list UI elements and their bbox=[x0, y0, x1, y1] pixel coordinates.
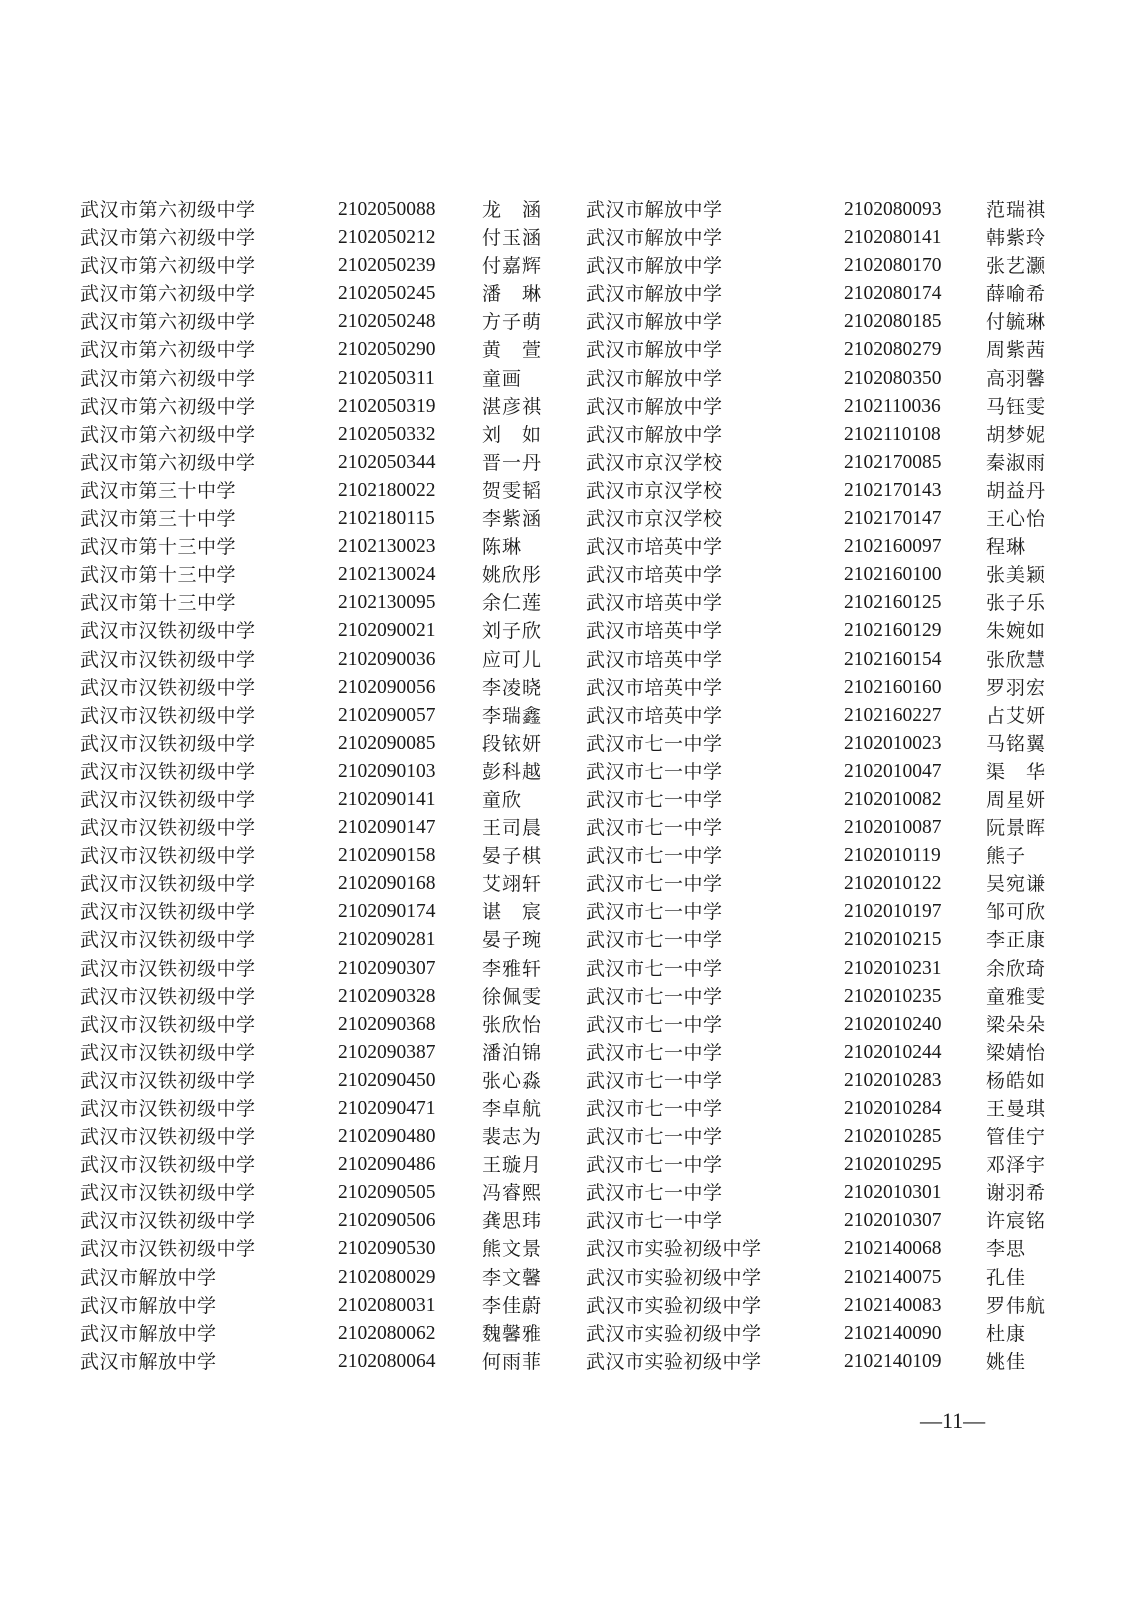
student-name-right: 高羽馨 bbox=[986, 367, 1047, 390]
school-name-left: 武汉市汉铁初级中学 bbox=[80, 817, 256, 840]
student-id-left: 2102090168 bbox=[338, 873, 436, 895]
table-row bbox=[80, 842, 1060, 870]
table-row bbox=[80, 646, 1060, 674]
school-name-left: 武汉市第六初级中学 bbox=[80, 423, 256, 446]
student-name-right: 范瑞祺 bbox=[986, 199, 1047, 221]
student-id-right: 2102010307 bbox=[844, 1210, 942, 1232]
student-id-right: 2102160097 bbox=[844, 536, 942, 558]
student-name-left: 潘 琳 bbox=[482, 283, 543, 306]
student-name-left: 晏子琬 bbox=[482, 929, 543, 952]
student-name-right: 秦淑雨 bbox=[986, 451, 1047, 474]
student-id-right: 2102010197 bbox=[844, 901, 942, 923]
student-id-left: 2102050245 bbox=[338, 283, 436, 305]
school-name-right: 武汉市七一中学 bbox=[586, 1154, 723, 1177]
student-id-left: 2102050344 bbox=[338, 451, 436, 473]
school-name-left: 武汉市汉铁初级中学 bbox=[80, 1182, 256, 1205]
student-name-right: 熊子 bbox=[986, 845, 1027, 868]
student-name-left: 晏子棋 bbox=[482, 845, 543, 868]
school-name-right: 武汉市培英中学 bbox=[586, 564, 723, 587]
student-id-right: 2102140109 bbox=[844, 1350, 942, 1372]
student-name-left: 徐佩雯 bbox=[482, 985, 543, 1008]
school-name-right: 武汉市培英中学 bbox=[586, 620, 723, 643]
student-id-right: 2102080141 bbox=[844, 227, 942, 249]
table-row bbox=[80, 674, 1060, 702]
student-id-left: 2102090021 bbox=[338, 620, 436, 642]
student-id-left: 2102180115 bbox=[338, 508, 435, 530]
school-name-left: 武汉市第六初级中学 bbox=[80, 451, 256, 474]
table-row bbox=[80, 702, 1060, 730]
school-name-right: 武汉市七一中学 bbox=[586, 985, 723, 1008]
student-name-right: 张欣慧 bbox=[986, 648, 1047, 671]
student-id-right: 2102170143 bbox=[844, 479, 942, 501]
table-row bbox=[80, 1264, 1060, 1292]
student-name-left: 龙 涵 bbox=[482, 199, 543, 221]
student-name-left: 湛彦祺 bbox=[482, 395, 543, 418]
table-row bbox=[80, 983, 1060, 1011]
student-name-right: 罗伟航 bbox=[986, 1294, 1047, 1317]
student-id-left: 2102090505 bbox=[338, 1182, 436, 1204]
school-name-left: 武汉市解放中学 bbox=[80, 1294, 217, 1317]
school-name-right: 武汉市京汉学校 bbox=[586, 451, 723, 474]
school-name-left: 武汉市汉铁初级中学 bbox=[80, 788, 256, 811]
student-id-right: 2102010283 bbox=[844, 1069, 942, 1091]
student-name-left: 潘泊锦 bbox=[482, 1041, 543, 1064]
table-row bbox=[80, 1067, 1060, 1095]
student-id-right: 2102010087 bbox=[844, 817, 942, 839]
student-name-left: 付嘉辉 bbox=[482, 255, 543, 278]
student-id-left: 2102090307 bbox=[338, 957, 436, 979]
student-name-left: 黄 萱 bbox=[482, 339, 543, 362]
student-name-left: 李紫涵 bbox=[482, 508, 543, 531]
student-name-right: 邹可欣 bbox=[986, 901, 1047, 924]
student-name-right: 管佳宁 bbox=[986, 1126, 1047, 1149]
school-name-right: 武汉市解放中学 bbox=[586, 395, 723, 418]
student-name-left: 裴志为 bbox=[482, 1126, 543, 1149]
student-id-right: 2102080170 bbox=[844, 255, 942, 277]
school-name-right: 武汉市七一中学 bbox=[586, 1126, 723, 1149]
student-name-right: 韩紫玲 bbox=[986, 227, 1047, 250]
school-name-left: 武汉市汉铁初级中学 bbox=[80, 676, 256, 699]
student-name-right: 付毓琳 bbox=[986, 311, 1047, 334]
student-name-left: 刘子欣 bbox=[482, 620, 543, 643]
student-name-right: 胡益丹 bbox=[986, 479, 1047, 502]
table-row bbox=[80, 308, 1060, 336]
student-id-left: 2102050332 bbox=[338, 423, 436, 445]
student-id-right: 2102080185 bbox=[844, 311, 942, 333]
school-name-right: 武汉市培英中学 bbox=[586, 676, 723, 699]
student-name-right: 童雅雯 bbox=[986, 985, 1047, 1008]
student-id-right: 2102010047 bbox=[844, 760, 942, 782]
school-name-left: 武汉市汉铁初级中学 bbox=[80, 760, 256, 783]
school-name-left: 武汉市汉铁初级中学 bbox=[80, 1210, 256, 1233]
school-name-left: 武汉市汉铁初级中学 bbox=[80, 620, 256, 643]
student-name-left: 龚思玮 bbox=[482, 1210, 543, 1233]
school-name-left: 武汉市第六初级中学 bbox=[80, 339, 256, 362]
student-id-left: 2102050212 bbox=[338, 227, 436, 249]
student-id-right: 2102010215 bbox=[844, 929, 942, 951]
student-id-left: 2102050088 bbox=[338, 199, 436, 220]
student-name-right: 孔佳 bbox=[986, 1266, 1027, 1289]
school-name-right: 武汉市京汉学校 bbox=[586, 479, 723, 502]
school-name-right: 武汉市七一中学 bbox=[586, 929, 723, 952]
table-row bbox=[80, 224, 1060, 252]
student-name-left: 晋一丹 bbox=[482, 451, 543, 474]
table-row bbox=[80, 1123, 1060, 1151]
school-name-right: 武汉市解放中学 bbox=[586, 339, 723, 362]
student-name-left: 李雅轩 bbox=[482, 957, 543, 980]
student-name-right: 张子乐 bbox=[986, 592, 1047, 615]
school-name-right: 武汉市七一中学 bbox=[586, 1069, 723, 1092]
table-row bbox=[80, 1207, 1060, 1235]
student-name-right: 周星妍 bbox=[986, 788, 1047, 811]
school-name-left: 武汉市汉铁初级中学 bbox=[80, 732, 256, 755]
student-id-left: 2102080062 bbox=[338, 1322, 436, 1344]
student-name-left: 余仁莲 bbox=[482, 592, 543, 615]
student-id-right: 2102080093 bbox=[844, 199, 942, 220]
table-row bbox=[80, 1039, 1060, 1067]
school-name-left: 武汉市汉铁初级中学 bbox=[80, 901, 256, 924]
table-row bbox=[80, 421, 1060, 449]
student-id-right: 2102010244 bbox=[844, 1041, 942, 1063]
student-id-right: 2102010240 bbox=[844, 1013, 942, 1035]
student-name-left: 付玉涵 bbox=[482, 227, 543, 250]
table-row bbox=[80, 365, 1060, 393]
student-name-right: 张艺灏 bbox=[986, 255, 1047, 278]
table-row bbox=[80, 252, 1060, 280]
student-name-right: 余欣琦 bbox=[986, 957, 1047, 980]
student-id-right: 2102010301 bbox=[844, 1182, 942, 1204]
student-name-right: 姚佳 bbox=[986, 1350, 1027, 1373]
table-row bbox=[80, 1179, 1060, 1207]
school-name-left: 武汉市第六初级中学 bbox=[80, 199, 256, 221]
student-name-right: 程琳 bbox=[986, 536, 1027, 559]
school-name-right: 武汉市七一中学 bbox=[586, 760, 723, 783]
student-id-right: 2102140083 bbox=[844, 1294, 942, 1316]
student-id-left: 2102050239 bbox=[338, 255, 436, 277]
student-name-left: 应可儿 bbox=[482, 648, 543, 671]
student-id-left: 2102050248 bbox=[338, 311, 436, 333]
page-number: —11— bbox=[920, 1408, 986, 1433]
student-id-right: 2102010235 bbox=[844, 985, 942, 1007]
student-name-left: 艾翊轩 bbox=[482, 873, 543, 896]
student-id-left: 2102090506 bbox=[338, 1210, 436, 1232]
student-id-right: 2102170147 bbox=[844, 508, 942, 530]
school-name-right: 武汉市七一中学 bbox=[586, 845, 723, 868]
student-id-left: 2102090085 bbox=[338, 732, 436, 754]
student-id-right: 2102110108 bbox=[844, 423, 941, 445]
table-row bbox=[80, 1348, 1060, 1376]
student-name-left: 谌 宸 bbox=[482, 901, 543, 924]
student-roster-table bbox=[80, 196, 1060, 1376]
student-name-left: 刘 如 bbox=[482, 423, 543, 446]
school-name-right: 武汉市七一中学 bbox=[586, 873, 723, 896]
school-name-right: 武汉市七一中学 bbox=[586, 788, 723, 811]
school-name-right: 武汉市实验初级中学 bbox=[586, 1350, 762, 1373]
student-name-left: 陈琳 bbox=[482, 536, 523, 559]
school-name-right: 武汉市解放中学 bbox=[586, 199, 723, 221]
student-name-right: 李思 bbox=[986, 1238, 1027, 1261]
student-id-left: 2102090036 bbox=[338, 648, 436, 670]
student-id-left: 2102090147 bbox=[338, 817, 436, 839]
student-name-right: 罗羽宏 bbox=[986, 676, 1047, 699]
student-name-left: 冯睿熙 bbox=[482, 1182, 543, 1205]
student-id-left: 2102090056 bbox=[338, 676, 436, 698]
student-name-left: 李文馨 bbox=[482, 1266, 543, 1289]
school-name-left: 武汉市汉铁初级中学 bbox=[80, 704, 256, 727]
table-row bbox=[80, 505, 1060, 533]
school-name-right: 武汉市解放中学 bbox=[586, 367, 723, 390]
school-name-left: 武汉市解放中学 bbox=[80, 1266, 217, 1289]
student-id-left: 2102130095 bbox=[338, 592, 436, 614]
school-name-right: 武汉市七一中学 bbox=[586, 1210, 723, 1233]
school-name-left: 武汉市汉铁初级中学 bbox=[80, 929, 256, 952]
student-name-right: 马铭翼 bbox=[986, 732, 1047, 755]
student-name-right: 李正康 bbox=[986, 929, 1047, 952]
student-id-left: 2102090328 bbox=[338, 985, 436, 1007]
student-id-right: 2102170085 bbox=[844, 451, 942, 473]
student-id-right: 2102160227 bbox=[844, 704, 942, 726]
table-row bbox=[80, 393, 1060, 421]
table-row bbox=[80, 533, 1060, 561]
table-row bbox=[80, 336, 1060, 364]
school-name-right: 武汉市七一中学 bbox=[586, 1182, 723, 1205]
student-id-right: 2102080350 bbox=[844, 367, 942, 389]
school-name-right: 武汉市解放中学 bbox=[586, 227, 723, 250]
student-id-left: 2102090174 bbox=[338, 901, 436, 923]
student-id-right: 2102080174 bbox=[844, 283, 942, 305]
student-id-right: 2102010119 bbox=[844, 845, 941, 867]
school-name-right: 武汉市培英中学 bbox=[586, 536, 723, 559]
school-name-right: 武汉市培英中学 bbox=[586, 704, 723, 727]
table-row bbox=[80, 1320, 1060, 1348]
table-row bbox=[80, 1011, 1060, 1039]
student-name-right: 许宸铭 bbox=[986, 1210, 1047, 1233]
table-row bbox=[80, 196, 1060, 224]
student-id-left: 2102090530 bbox=[338, 1238, 436, 1260]
student-name-right: 阮景晖 bbox=[986, 817, 1047, 840]
student-name-right: 占艾妍 bbox=[986, 704, 1047, 727]
student-id-left: 2102080064 bbox=[338, 1350, 436, 1372]
school-name-left: 武汉市汉铁初级中学 bbox=[80, 845, 256, 868]
student-name-right: 张美颖 bbox=[986, 564, 1047, 587]
table-row bbox=[80, 617, 1060, 645]
student-id-left: 2102130024 bbox=[338, 564, 436, 586]
school-name-right: 武汉市实验初级中学 bbox=[586, 1266, 762, 1289]
school-name-right: 武汉市实验初级中学 bbox=[586, 1294, 762, 1317]
school-name-left: 武汉市第六初级中学 bbox=[80, 395, 256, 418]
table-row bbox=[80, 1151, 1060, 1179]
student-id-right: 2102080279 bbox=[844, 339, 942, 361]
table-row bbox=[80, 1292, 1060, 1320]
student-name-right: 渠 华 bbox=[986, 760, 1047, 783]
student-id-right: 2102110036 bbox=[844, 395, 941, 417]
student-name-left: 童欣 bbox=[482, 788, 523, 811]
school-name-right: 武汉市实验初级中学 bbox=[586, 1238, 762, 1261]
student-id-left: 2102090486 bbox=[338, 1154, 436, 1176]
student-name-left: 魏馨雅 bbox=[482, 1322, 543, 1345]
student-id-right: 2102160100 bbox=[844, 564, 942, 586]
student-id-right: 2102160160 bbox=[844, 676, 942, 698]
student-name-left: 王司晨 bbox=[482, 817, 543, 840]
school-name-left: 武汉市第十三中学 bbox=[80, 592, 237, 615]
student-name-right: 吴宛谦 bbox=[986, 873, 1047, 896]
student-id-left: 2102050311 bbox=[338, 367, 435, 389]
school-name-left: 武汉市汉铁初级中学 bbox=[80, 957, 256, 980]
school-name-right: 武汉市七一中学 bbox=[586, 1041, 723, 1064]
school-name-right: 武汉市京汉学校 bbox=[586, 508, 723, 531]
student-id-right: 2102010285 bbox=[844, 1126, 942, 1148]
student-id-right: 2102010023 bbox=[844, 732, 942, 754]
table-row bbox=[80, 1095, 1060, 1123]
school-name-right: 武汉市七一中学 bbox=[586, 957, 723, 980]
table-row bbox=[80, 730, 1060, 758]
school-name-right: 武汉市培英中学 bbox=[586, 648, 723, 671]
school-name-left: 武汉市汉铁初级中学 bbox=[80, 1041, 256, 1064]
school-name-left: 武汉市汉铁初级中学 bbox=[80, 1238, 256, 1261]
student-id-right: 2102010295 bbox=[844, 1154, 942, 1176]
student-id-left: 2102050319 bbox=[338, 395, 436, 417]
table-row bbox=[80, 477, 1060, 505]
student-name-left: 童画 bbox=[482, 367, 523, 390]
table-row bbox=[80, 955, 1060, 983]
student-id-left: 2102090158 bbox=[338, 845, 436, 867]
school-name-left: 武汉市第六初级中学 bbox=[80, 283, 256, 306]
school-name-left: 武汉市解放中学 bbox=[80, 1322, 217, 1345]
student-id-left: 2102180022 bbox=[338, 479, 436, 501]
student-name-left: 彭科越 bbox=[482, 760, 543, 783]
student-id-left: 2102050290 bbox=[338, 339, 436, 361]
school-name-left: 武汉市汉铁初级中学 bbox=[80, 1126, 256, 1149]
student-name-left: 李瑞鑫 bbox=[482, 704, 543, 727]
school-name-left: 武汉市第六初级中学 bbox=[80, 311, 256, 334]
table-row bbox=[80, 561, 1060, 589]
school-name-left: 武汉市第六初级中学 bbox=[80, 367, 256, 390]
student-id-left: 2102090480 bbox=[338, 1126, 436, 1148]
student-name-right: 王曼琪 bbox=[986, 1098, 1047, 1120]
school-name-right: 武汉市七一中学 bbox=[586, 1013, 723, 1036]
school-name-right: 武汉市解放中学 bbox=[586, 255, 723, 278]
school-name-right: 武汉市解放中学 bbox=[586, 423, 723, 446]
table-row bbox=[80, 814, 1060, 842]
student-name-left: 李佳蔚 bbox=[482, 1294, 543, 1317]
student-name-left: 姚欣彤 bbox=[482, 564, 543, 587]
student-id-right: 2102160154 bbox=[844, 648, 942, 670]
school-name-left: 武汉市汉铁初级中学 bbox=[80, 985, 256, 1008]
school-name-left: 武汉市第十三中学 bbox=[80, 564, 237, 587]
student-id-left: 2102090450 bbox=[338, 1069, 436, 1091]
school-name-left: 武汉市汉铁初级中学 bbox=[80, 1013, 256, 1036]
student-name-right: 谢羽希 bbox=[986, 1182, 1047, 1205]
student-id-left: 2102090141 bbox=[338, 788, 436, 810]
student-id-left: 2102090057 bbox=[338, 704, 436, 726]
student-id-left: 2102090281 bbox=[338, 929, 436, 951]
student-id-right: 2102140090 bbox=[844, 1322, 942, 1344]
table-row bbox=[80, 926, 1060, 954]
student-name-right: 周紫茜 bbox=[986, 339, 1047, 362]
school-name-right: 武汉市解放中学 bbox=[586, 283, 723, 306]
student-id-right: 2102010231 bbox=[844, 957, 942, 979]
school-name-right: 武汉市培英中学 bbox=[586, 592, 723, 615]
student-id-left: 2102090387 bbox=[338, 1041, 436, 1063]
student-name-right: 梁朵朵 bbox=[986, 1013, 1047, 1036]
student-name-left: 段铱妍 bbox=[482, 732, 543, 755]
school-name-right: 武汉市实验初级中学 bbox=[586, 1322, 762, 1345]
school-name-left: 武汉市解放中学 bbox=[80, 1350, 217, 1373]
school-name-left: 武汉市汉铁初级中学 bbox=[80, 1154, 256, 1177]
student-name-right: 梁婧怡 bbox=[986, 1041, 1047, 1064]
student-name-left: 熊文景 bbox=[482, 1238, 543, 1261]
school-name-left: 武汉市第十三中学 bbox=[80, 536, 237, 559]
student-id-left: 2102080031 bbox=[338, 1294, 436, 1316]
student-id-right: 2102010122 bbox=[844, 873, 942, 895]
student-id-right: 2102140075 bbox=[844, 1266, 942, 1288]
student-name-left: 李凌晓 bbox=[482, 676, 543, 699]
student-name-left: 何雨菲 bbox=[482, 1350, 543, 1373]
school-name-left: 武汉市第三十中学 bbox=[80, 479, 237, 502]
student-name-left: 王璇月 bbox=[482, 1154, 543, 1177]
school-name-right: 武汉市七一中学 bbox=[586, 817, 723, 840]
school-name-left: 武汉市汉铁初级中学 bbox=[80, 1098, 256, 1120]
student-name-right: 薛喻希 bbox=[986, 283, 1047, 306]
school-name-left: 武汉市第六初级中学 bbox=[80, 255, 256, 278]
student-id-left: 2102090103 bbox=[338, 760, 436, 782]
student-name-left: 张心淼 bbox=[482, 1069, 543, 1092]
table-row bbox=[80, 898, 1060, 926]
table-row bbox=[80, 1235, 1060, 1263]
school-name-left: 武汉市汉铁初级中学 bbox=[80, 873, 256, 896]
table-row bbox=[80, 589, 1060, 617]
student-name-left: 李卓航 bbox=[482, 1098, 543, 1120]
student-name-right: 朱婉如 bbox=[986, 620, 1047, 643]
student-id-left: 2102090368 bbox=[338, 1013, 436, 1035]
student-id-left: 2102080029 bbox=[338, 1266, 436, 1288]
school-name-right: 武汉市七一中学 bbox=[586, 901, 723, 924]
student-name-right: 马钰雯 bbox=[986, 395, 1047, 418]
school-name-right: 武汉市解放中学 bbox=[586, 311, 723, 334]
school-name-left: 武汉市第三十中学 bbox=[80, 508, 237, 531]
table-row bbox=[80, 870, 1060, 898]
table-row bbox=[80, 449, 1060, 477]
student-id-right: 2102010284 bbox=[844, 1098, 942, 1119]
student-id-right: 2102160125 bbox=[844, 592, 942, 614]
student-name-right: 王心怡 bbox=[986, 508, 1047, 531]
school-name-right: 武汉市七一中学 bbox=[586, 1098, 723, 1120]
table-row bbox=[80, 758, 1060, 786]
school-name-left: 武汉市汉铁初级中学 bbox=[80, 1069, 256, 1092]
school-name-left: 武汉市第六初级中学 bbox=[80, 227, 256, 250]
student-name-left: 贺雯韬 bbox=[482, 479, 543, 502]
student-id-right: 2102140068 bbox=[844, 1238, 942, 1260]
student-id-right: 2102010082 bbox=[844, 788, 942, 810]
table-row bbox=[80, 280, 1060, 308]
student-id-left: 2102090471 bbox=[338, 1098, 436, 1119]
student-name-left: 方子萌 bbox=[482, 311, 543, 334]
student-name-left: 张欣怡 bbox=[482, 1013, 543, 1036]
student-name-right: 杨皓如 bbox=[986, 1069, 1047, 1092]
student-name-right: 胡梦妮 bbox=[986, 423, 1047, 446]
student-id-left: 2102130023 bbox=[338, 536, 436, 558]
student-name-right: 邓泽宇 bbox=[986, 1154, 1047, 1177]
table-row bbox=[80, 786, 1060, 814]
school-name-left: 武汉市汉铁初级中学 bbox=[80, 648, 256, 671]
school-name-right: 武汉市七一中学 bbox=[586, 732, 723, 755]
student-name-right: 杜康 bbox=[986, 1322, 1027, 1345]
student-id-right: 2102160129 bbox=[844, 620, 942, 642]
